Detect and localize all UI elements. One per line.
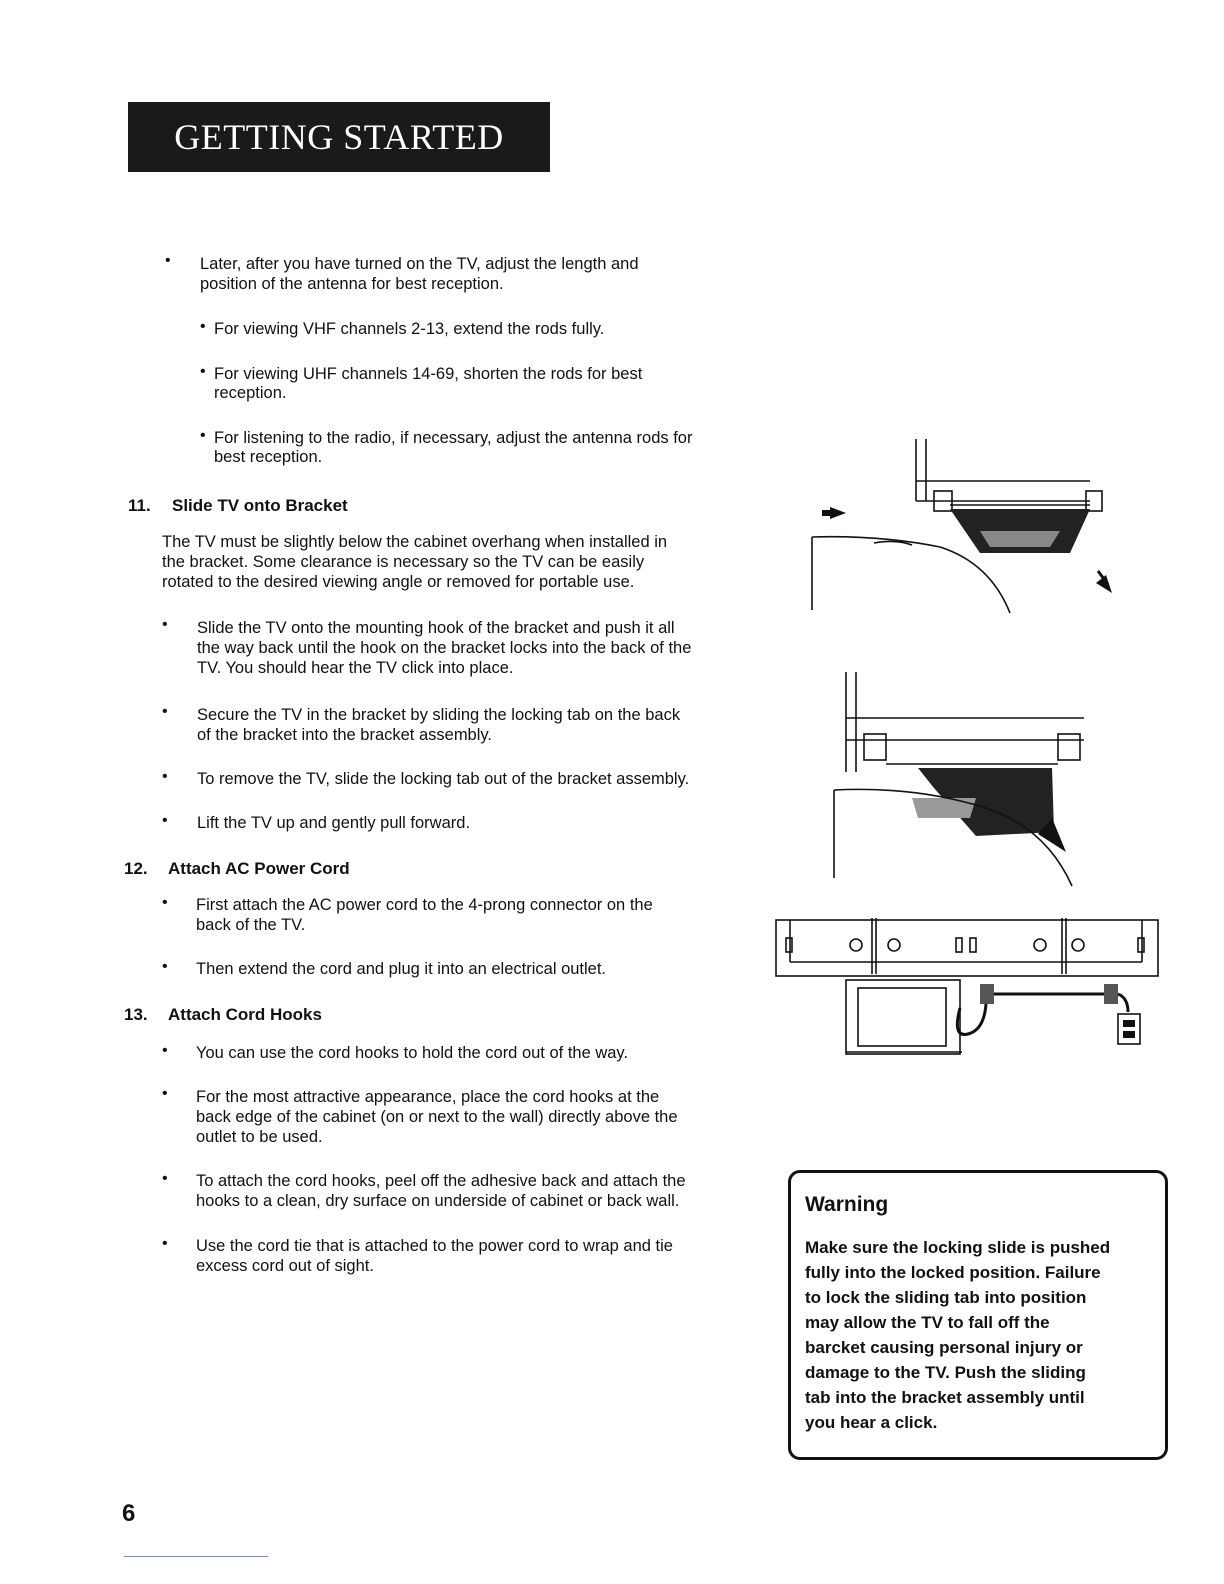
warning-line: barcket causing personal injury or [805,1338,1083,1357]
text-line: TV. You should hear the TV click into place. [197,659,514,677]
step-number: 13. [124,1005,148,1024]
step-number: 11. [128,496,151,515]
bullet-dot: • [162,812,168,829]
bullet-dot: • [200,318,206,335]
bullet-dot: • [162,1085,168,1102]
bullet-dot: • [162,1170,168,1187]
bullet-dot: • [165,252,171,269]
text-line: The TV must be slightly below the cabinet overhang when installed in [162,533,668,551]
text-line: Use the cord tie that is attached to the power cord to wrap and tie [196,1237,673,1255]
step-number: 12. [124,859,148,878]
bullet-dot: • [200,363,206,380]
bullet-dot: • [162,616,168,633]
locking-tab-illustration [826,668,1096,888]
text-line: the way back until the hook on the bracket locks into the back of the [197,639,692,657]
footer-rule [124,1556,268,1557]
bullet-dot: • [162,894,168,911]
bullet-dot: • [200,427,206,444]
warning-line: damage to the TV. Push the sliding [805,1363,1086,1382]
warning-line: to lock the sliding tab into position [805,1288,1087,1307]
step-11-heading [128,496,348,516]
text-line: First attach the AC power cord to the 4-prong connector on the [196,896,653,914]
bullet-dot: • [162,1235,168,1252]
warning-callout [788,1170,1168,1460]
text-line: hooks to a clean, dry surface on underside of cabinet or back wall. [196,1192,680,1210]
section-banner: GETTING STARTED [128,102,550,172]
step-title: Slide TV onto Bracket [172,496,348,515]
warning-line: you hear a click. [805,1413,938,1432]
text-line: back edge of the cabinet (on or next to the wall) directly above the [196,1108,678,1126]
text-line: Secure the TV in the bracket by sliding the locking tab on the back [197,706,681,724]
text-line: For viewing VHF channels 2-13, extend the rods fully. [214,320,605,338]
text-line: of the bracket into the bracket assembly. [197,726,493,744]
step-12-heading [124,859,350,879]
text-line: Lift the TV up and gently pull forward. [197,814,471,832]
text-line: To attach the cord hooks, peel off the adhesive back and attach the [196,1172,686,1190]
cord-hooks-illustration [772,908,1164,1060]
text-line: the bracket. Some clearance is necessary so the TV can be easily [162,553,645,571]
warning-line: Make sure the locking slide is pushed [805,1238,1111,1257]
text-line: position of the antenna for best reception. [200,275,504,293]
warning-line: tab into the bracket assembly until [805,1388,1085,1407]
text-line: For listening to the radio, if necessary, adjust the antenna rods for [214,429,693,447]
warning-line: fully into the locked position. Failure [805,1263,1101,1282]
step-13-heading [124,1005,322,1025]
text-line: rotated to the desired viewing angle or removed for portable use. [162,573,635,591]
text-line: Then extend the cord and plug it into an electrical outlet. [196,960,607,978]
text-line: best reception. [214,448,323,466]
bracket-slide-illustration [800,435,1120,615]
text-line: outlet to be used. [196,1128,323,1146]
text-line: Slide the TV onto the mounting hook of the bracket and push it all [197,619,675,637]
step-title: Attach Cord Hooks [168,1005,322,1024]
page-number: 6 [122,1500,136,1527]
warning-text [805,1235,1155,1435]
text-line: For viewing UHF channels 14-69, shorten the rods for best [214,365,643,383]
text-line: reception. [214,384,287,402]
step-title: Attach AC Power Cord [168,859,350,878]
text-line: excess cord out of sight. [196,1257,374,1275]
bullet-dot: • [162,703,168,720]
text-line: Later, after you have turned on the TV, adjust the length and [200,255,639,273]
text-line: For the most attractive appearance, place the cord hooks at the [196,1088,660,1106]
bullet-dot: • [162,958,168,975]
bullet-dot: • [162,768,168,785]
text-line: You can use the cord hooks to hold the cord out of the way. [196,1044,629,1062]
warning-line: may allow the TV to fall off the [805,1313,1050,1332]
bullet-dot: • [162,1042,168,1059]
text-line: To remove the TV, slide the locking tab out of the bracket assembly. [197,770,690,788]
text-line: back of the TV. [196,916,306,934]
warning-title: Warning [805,1193,889,1216]
